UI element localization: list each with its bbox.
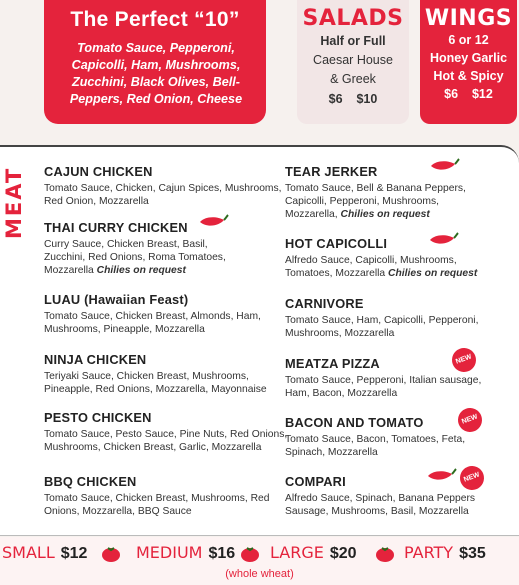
tomato-icon: [101, 545, 121, 563]
menu-item: [44, 410, 289, 454]
tomato-icon: [375, 545, 395, 563]
wings-box: [420, 0, 517, 124]
item-name: CARNIVORE: [285, 296, 364, 311]
perfect-10-box: [44, 0, 266, 124]
item-ingredients: Tomato Sauce, Bell & Banana Peppers, Capicolli, Pepperoni, Mushrooms, Mozzarella, Chilies on request: [285, 183, 466, 220]
item-ingredients: Tomato Sauce, Ham, Capicolli, Pepperoni, Mushrooms, Mozzarella: [285, 315, 479, 339]
wings-flavor-1: Honey Garlic: [429, 51, 508, 65]
tomato-icon: [240, 545, 260, 563]
menu-item: [44, 292, 289, 336]
item-ingredients: Tomato Sauce, Pesto Sauce, Pine Nuts, Red Onions, Mushrooms, Chicken Breast, Garlic, Mozzarella: [44, 429, 288, 453]
item-name: PESTO CHICKEN: [44, 410, 152, 425]
salads-size: Half or Full: [320, 34, 386, 48]
menu-item: [44, 474, 289, 518]
salads-kinds-1: Caesar House: [313, 53, 393, 67]
item-name: THAI CURRY CHICKEN: [44, 220, 188, 235]
item-ingredients: Tomato Sauce, Chicken Breast, Almonds, Ham, Mushrooms, Pineapple, Mozzarella: [44, 311, 261, 335]
size-price: $35: [459, 545, 486, 562]
size-label: SMALL: [2, 543, 55, 562]
chilies-note: Chilies on request: [340, 209, 430, 220]
item-name: MEATZA PIZZA: [285, 356, 380, 371]
salads-title: SALADS: [302, 6, 404, 31]
item-name: CAJUN CHICKEN: [44, 164, 153, 179]
menu-item: [285, 296, 495, 340]
chilies-note: Chilies on request: [388, 268, 478, 279]
item-ingredients: Tomato Sauce, Chicken Breast, Mushrooms, Red Onions, Mozzarella, BBQ Sauce: [44, 493, 270, 517]
item-name: COMPARI: [285, 474, 346, 489]
size-price: $20: [329, 545, 357, 562]
chili-pepper-icon: [428, 156, 460, 176]
chili-pepper-icon: [427, 230, 459, 250]
size-label: PARTY: [404, 543, 454, 562]
item-ingredients: Tomato Sauce, Chicken, Cajun Spices, Mushrooms, Red Onion, Mozzarella: [44, 183, 282, 207]
item-name: BBQ CHICKEN: [44, 474, 137, 489]
whole-wheat-note: (whole wheat): [225, 568, 294, 580]
new-badge-icon: NEW: [449, 345, 480, 376]
chili-pepper-icon: [197, 212, 229, 232]
wings-prices: $6 $12: [444, 87, 493, 101]
item-ingredients: Tomato Sauce, Bacon, Tomatoes, Feta, Spinach, Mozzarella: [285, 434, 466, 458]
salads-kinds-2: & Greek: [330, 72, 376, 86]
item-ingredients: Alfredo Sauce, Capicolli, Mushrooms, Tomatoes, Mozzarella Chilies on request: [285, 255, 478, 279]
salads-prices: $6 $10: [328, 92, 378, 106]
menu-item: [285, 236, 500, 280]
size-label: MEDIUM: [136, 543, 203, 562]
size-party: [404, 543, 486, 563]
wings-count: 6 or 12: [448, 33, 489, 47]
item-name: NINJA CHICKEN: [44, 352, 147, 367]
item-ingredients: Curry Sauce, Chicken Breast, Basil, Zucchini, Red Onions, Roma Tomatoes, Mozzarella Chilies on request: [44, 239, 226, 276]
size-label: LARGE: [270, 543, 324, 562]
wings-title: WINGS: [424, 6, 513, 31]
meat-section-label: MEAT: [2, 166, 26, 240]
menu-item: [44, 164, 289, 208]
new-badge-icon: NEW: [455, 405, 486, 436]
item-name: HOT CAPICOLLI: [285, 236, 388, 251]
menu-item: [44, 352, 289, 396]
item-name: BACON AND TOMATO: [285, 415, 424, 430]
item-ingredients: Teriyaki Sauce, Chicken Breast, Mushrooms, Pineapple, Red Onions, Mozzarella, Mayonnaise: [44, 371, 267, 395]
size-price: $12: [60, 545, 88, 562]
chili-pepper-icon: [425, 466, 457, 486]
size-medium: [136, 543, 235, 563]
item-ingredients: Alfredo Sauce, Spinach, Banana Peppers Sausage, Mushrooms, Basil, Mozzarella: [285, 493, 476, 517]
new-badge-icon: NEW: [457, 463, 488, 494]
perfect-10-title: The Perfect “10”: [70, 8, 240, 31]
item-name: LUAU (Hawaiian Feast): [44, 292, 189, 307]
wings-flavor-2: Hot & Spicy: [433, 69, 504, 83]
salads-box: [297, 0, 409, 124]
size-price: $16: [208, 545, 236, 562]
size-small: [2, 543, 87, 563]
item-ingredients: Tomato Sauce, Pepperoni, Italian sausage, Ham, Bacon, Mozzarella: [285, 375, 482, 399]
item-name: TEAR JERKER: [285, 164, 378, 179]
size-large: [270, 543, 357, 563]
chilies-note: Chilies on request: [96, 265, 186, 276]
perfect-10-ingredients: Tomato Sauce, Pepperoni, Capicolli, Ham, Mushrooms, Zucchini, Black Olives, Bell-Peppers, Red Onion, Cheese: [69, 41, 243, 106]
